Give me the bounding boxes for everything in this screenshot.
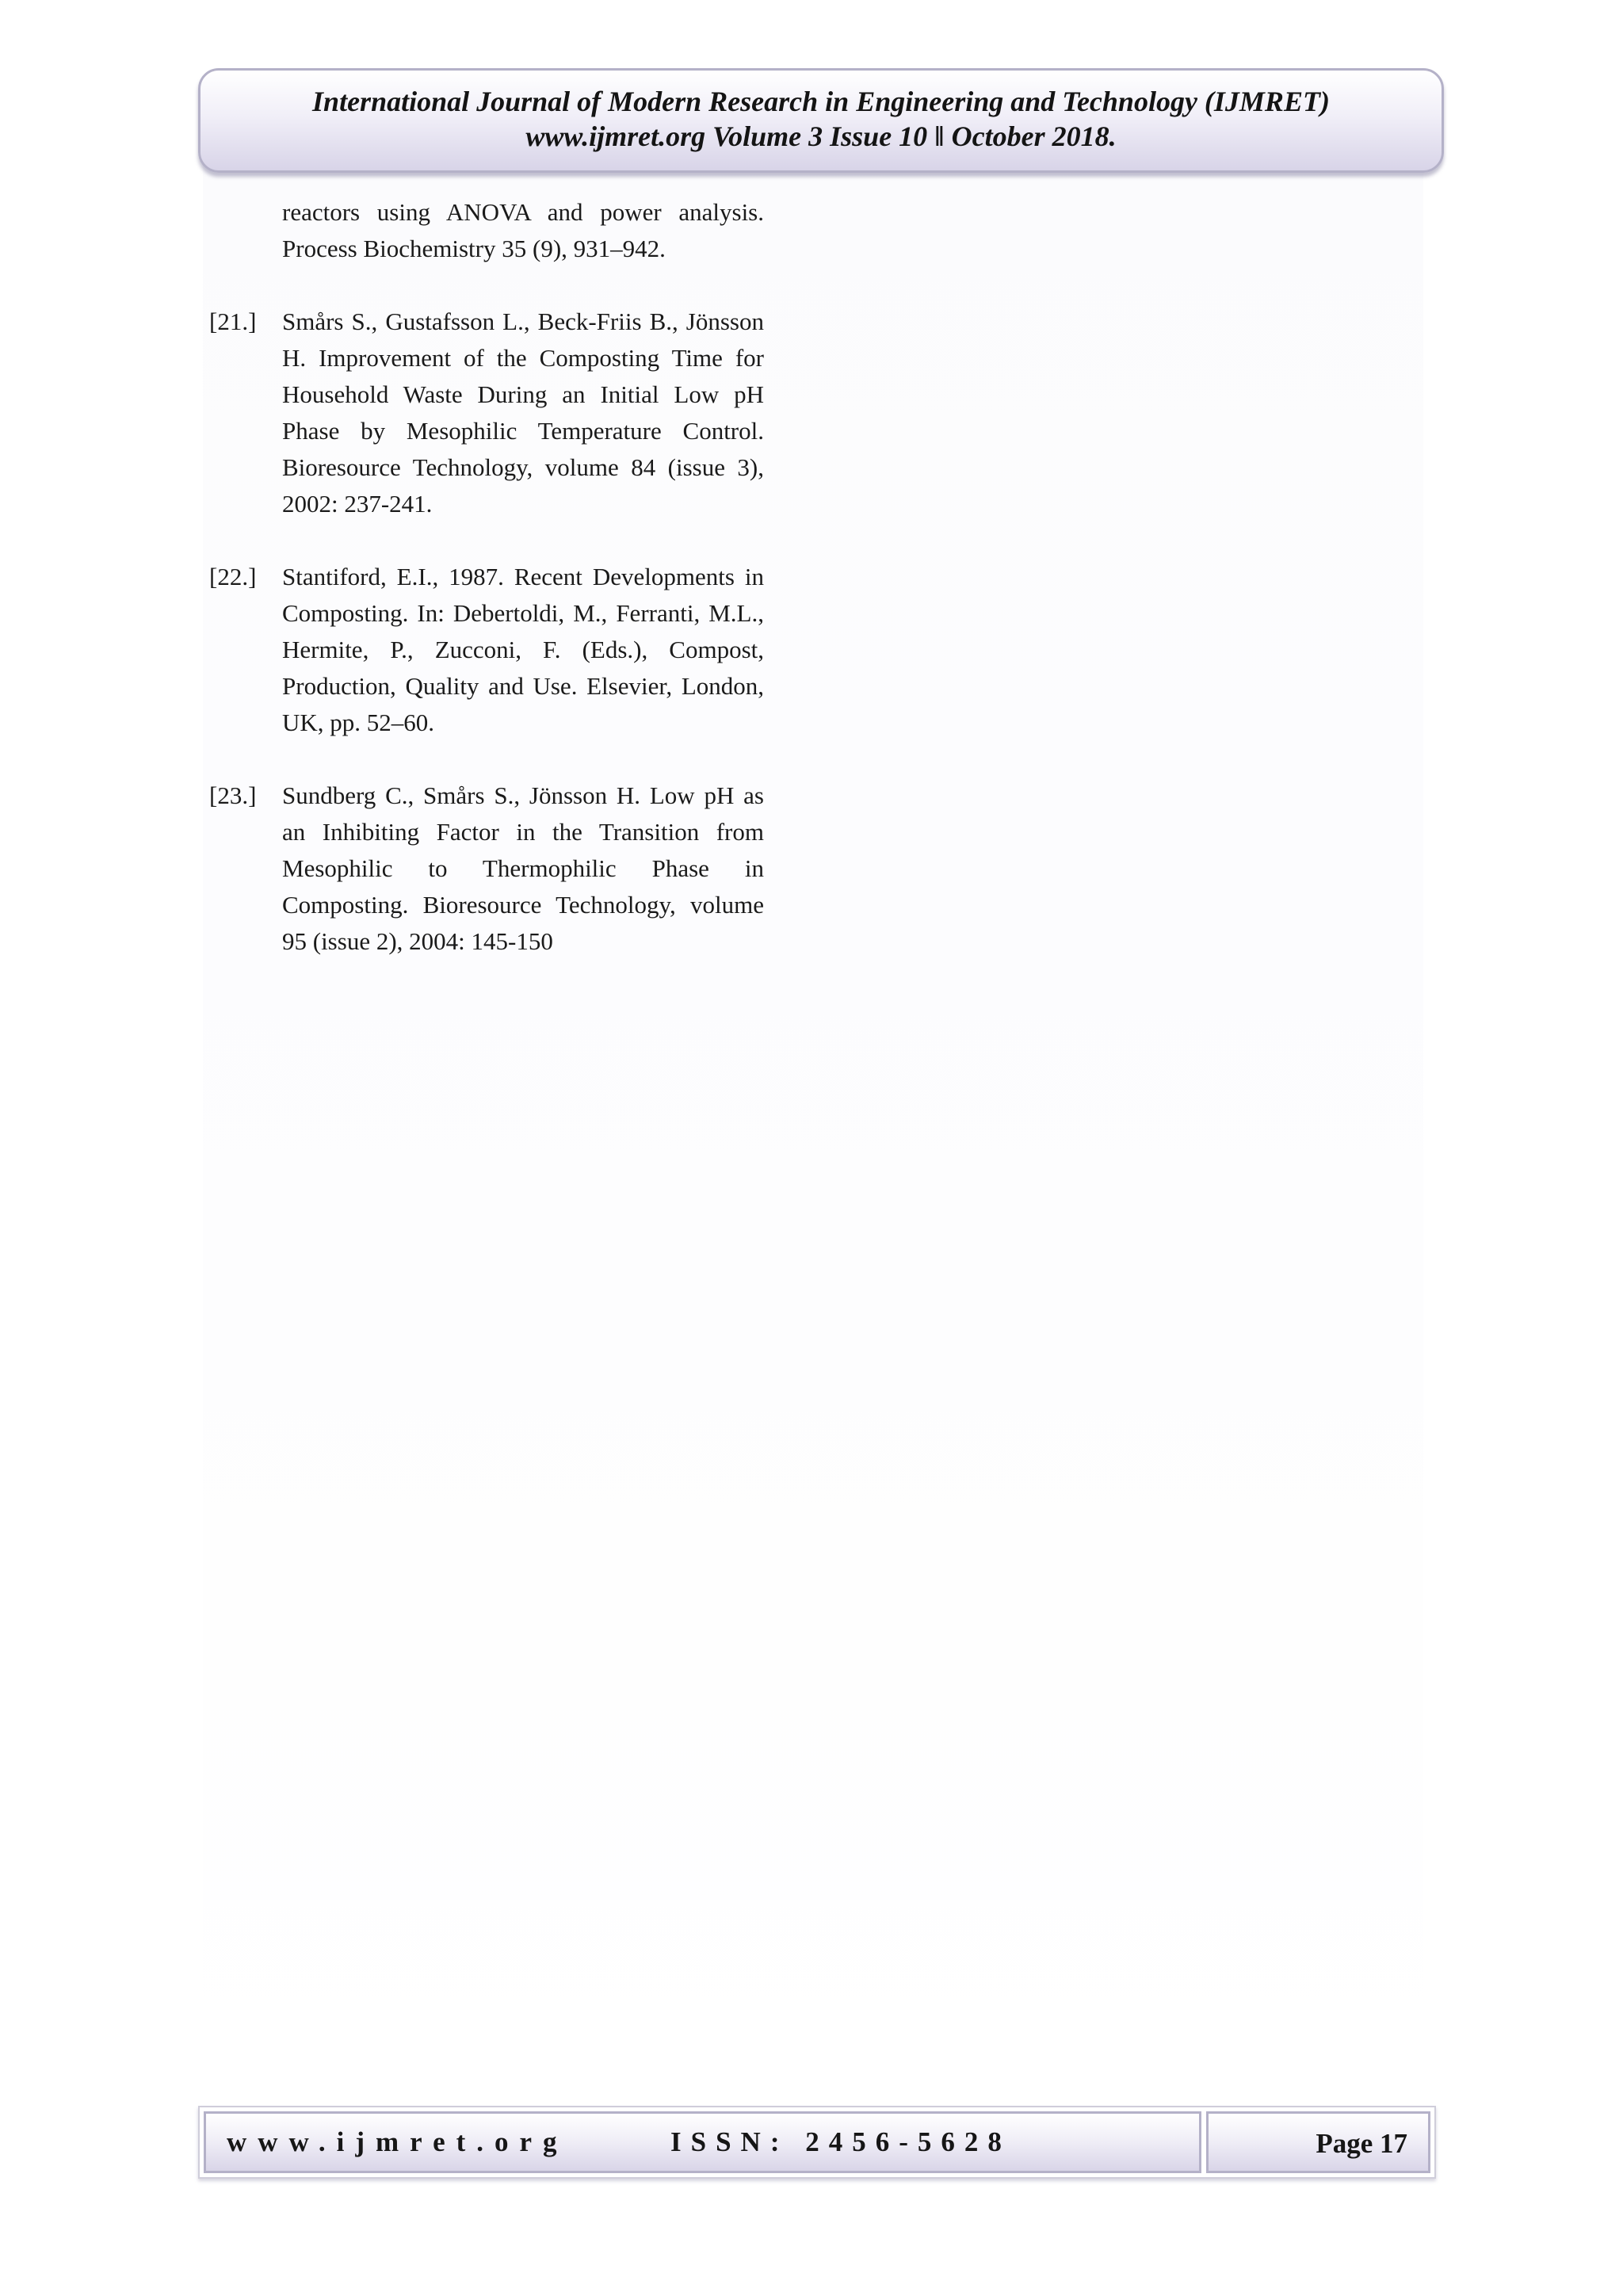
- reference-number: [21.]: [209, 308, 257, 335]
- reference-number: [22.]: [209, 563, 257, 590]
- page-footer: [198, 2106, 1436, 2179]
- footer-page-box: [1206, 2111, 1430, 2173]
- reference-item: [209, 559, 764, 741]
- page-number: Page 17: [1316, 2128, 1407, 2159]
- reference-item: [209, 304, 764, 522]
- reference-text: Smårs S., Gustafsson L., Beck-Friis B., Jönsson H. Improvement of the Composting Time for Household Waste During an Initial Low pH Phase by Mesophilic Temperature Control. Bioresource Technology, volume 84 (issue 3), 2002: 237-241.: [282, 308, 764, 518]
- footer-website: www.ijmret.org: [227, 2126, 568, 2157]
- reference-text: Sundberg C., Smårs S., Jönsson H. Low pH as an Inhibiting Factor in the Transition from Mesophilic to Thermophilic Phase in Composting. Bioresource Technology, volume 95 (issue 2), 2004: 145-150: [282, 781, 764, 955]
- reference-continuation: [209, 194, 764, 267]
- journal-title: International Journal of Modern Research in Engineering and Technology (IJMRET): [312, 86, 1330, 117]
- issue-line: www.ijmret.org Volume 3 Issue 10 ǁ October 2018.: [525, 120, 1117, 152]
- reference-continued-text: reactors using ANOVA and power analysis. Process Biochemistry 35 (9), 931–942.: [282, 198, 764, 262]
- references-column: [209, 194, 764, 996]
- journal-header: [198, 68, 1444, 173]
- reference-text: Stantiford, E.I., 1987. Recent Developments in Composting. In: Debertoldi, M., Ferranti, M.L., Hermite, P., Zucconi, F. (Eds.), Compost, Production, Quality and Use. Elsevier, London, UK, pp. 52–60.: [282, 563, 764, 736]
- reference-number: [23.]: [209, 781, 257, 809]
- footer-issn: ISSN: 2456-5628: [670, 2126, 1011, 2157]
- footer-info-box: [204, 2111, 1201, 2173]
- reference-item: [209, 777, 764, 960]
